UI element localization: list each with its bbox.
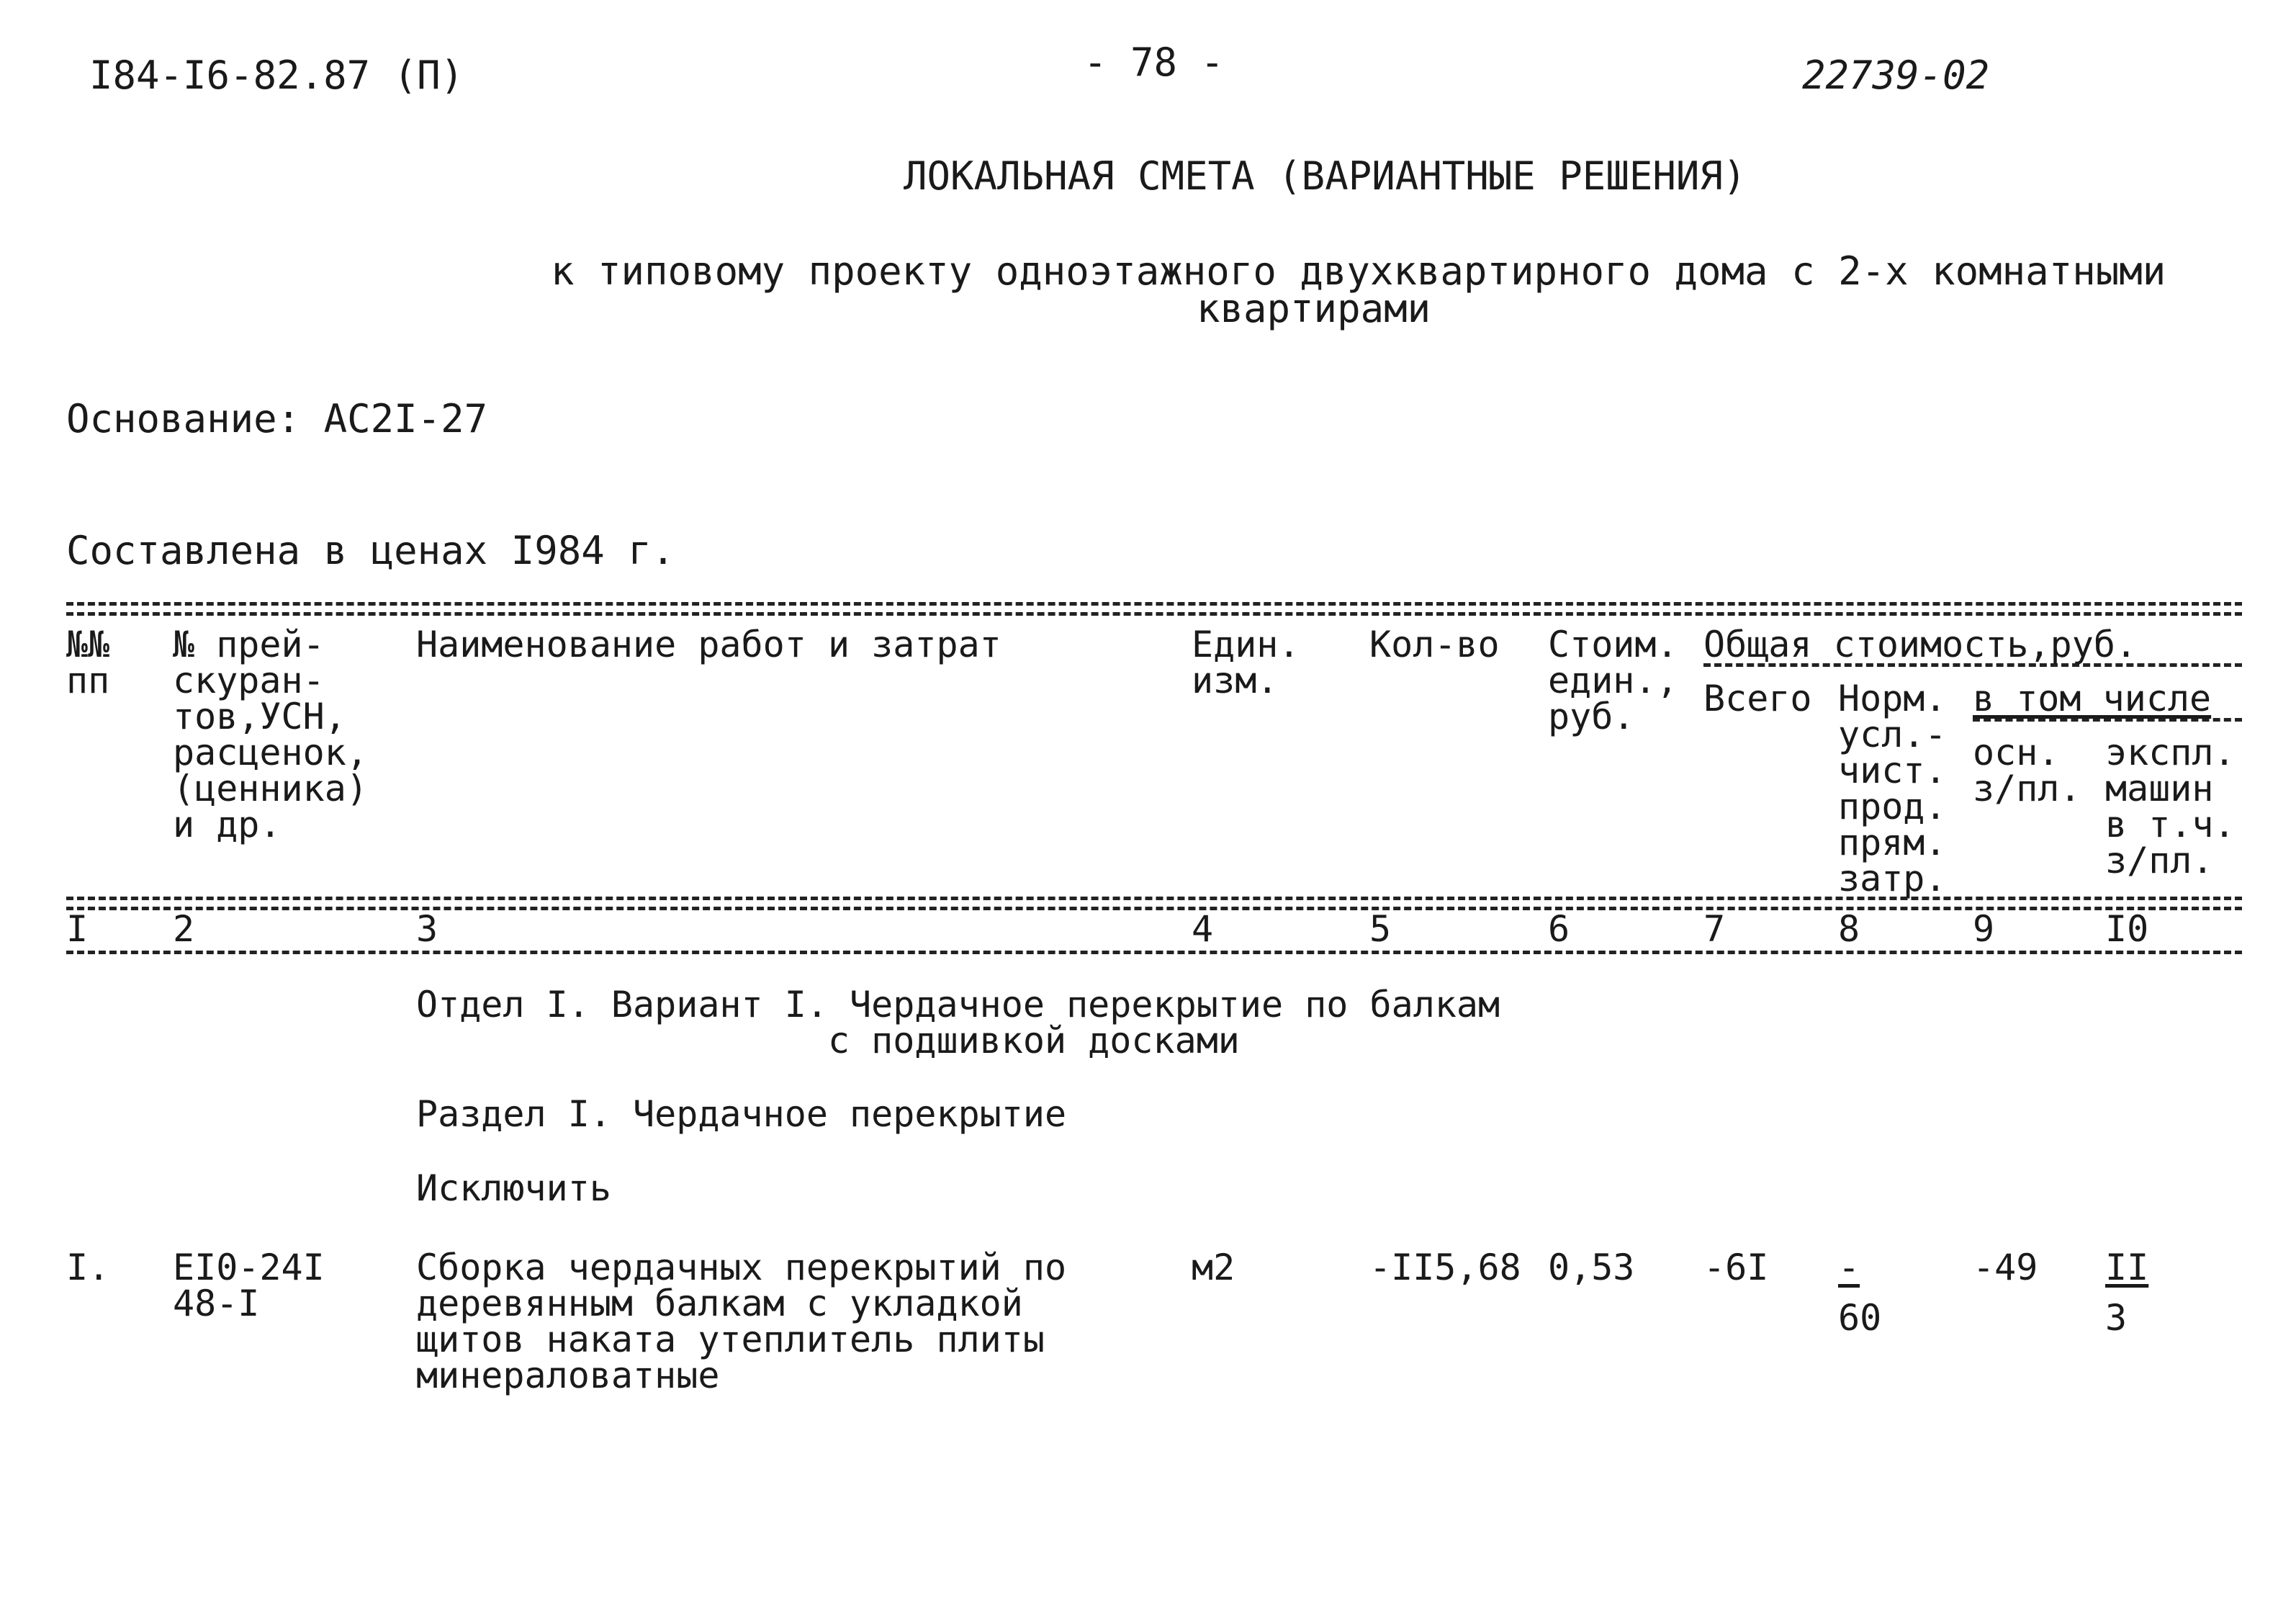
row-number: I.	[66, 1247, 110, 1288]
row-norm-bottom: 60	[1838, 1297, 1882, 1339]
document-code: I84-I6-82.87 (П)	[89, 53, 464, 98]
header-total-cost: Общая стоимость,руб.	[1703, 624, 2138, 665]
basis-line: Основание: АС2I-27	[66, 396, 488, 441]
column-number: 7	[1703, 908, 1726, 950]
column-numbers-rule	[66, 951, 2242, 954]
row-unit-cost: 0,53	[1548, 1247, 1635, 1288]
column-number: 2	[173, 908, 195, 950]
column-number: 5	[1369, 908, 1392, 950]
column-number: 9	[1973, 908, 1995, 950]
header-norm: Норм. усл.- чист. прод. прям. затр.	[1838, 678, 1947, 899]
header-bottom-rule-2	[66, 907, 2242, 910]
subsection-title: Раздел I. Чердачное перекрытие	[416, 1093, 1067, 1135]
header-work-name: Наименование работ и затрат	[416, 624, 1001, 665]
row-base-wage: -49	[1973, 1247, 2038, 1288]
document-subtitle: к типовому проекту одноэтажного двухквартирного дома с 2-х комнатными	[551, 248, 2166, 294]
header-unit: Един. изм.	[1192, 624, 1300, 701]
row-quantity: -II5,68	[1369, 1247, 1521, 1288]
header-machine-operation: экспл. машин в т.ч. з/пл.	[2105, 732, 2236, 881]
column-number: 4	[1192, 908, 1214, 950]
section-title: Отдел I. Вариант I. Чердачное перекрытие по балкам с подшивкой досками	[416, 984, 1500, 1061]
exclude-label: Исключить	[416, 1167, 611, 1209]
header-including: в том числе	[1973, 678, 2212, 719]
row-norm-top: -	[1838, 1247, 1860, 1288]
header-total: Всего	[1703, 678, 1812, 719]
column-number: 8	[1838, 908, 1860, 950]
row-total: -6I	[1703, 1247, 1769, 1288]
inventory-number: 22739-02	[1802, 53, 1990, 98]
header-base-wage: осн. з/пл.	[1973, 732, 2081, 809]
row-work-name: Сборка чердачных перекрытий по деревянным балкам с укладкой щитов наката утеплитель плиты минераловатные	[416, 1247, 1067, 1396]
row-unit: м2	[1192, 1247, 1235, 1288]
page-number: - 78 -	[1084, 40, 1225, 85]
header-unit-cost: Стоим. един., руб.	[1548, 624, 1678, 737]
header-quantity: Кол-во	[1369, 624, 1500, 665]
header-price-list: № прей- скуран- тов,УСН, расценок, (ценника) и др.	[173, 624, 368, 845]
document-subtitle-line2: квартирами	[1197, 286, 1431, 331]
row-machine-top: II	[2105, 1247, 2149, 1288]
document-title: ЛОКАЛЬНАЯ СМЕТА (ВАРИАНТНЫЕ РЕШЕНИЯ)	[904, 153, 1747, 199]
column-number: 3	[416, 908, 438, 950]
table-top-rule-2	[66, 612, 2242, 616]
column-number: I0	[2105, 908, 2149, 950]
row-price-code: ЕI0-24I 48-I	[173, 1247, 325, 1324]
table-top-rule	[66, 602, 2242, 606]
row-machine-bottom: 3	[2105, 1297, 2128, 1339]
header-row-number: №№ пп	[66, 624, 110, 701]
column-number: 6	[1548, 908, 1570, 950]
column-number: I	[66, 908, 89, 950]
prices-line: Составлена в ценах I984 г.	[66, 528, 675, 573]
